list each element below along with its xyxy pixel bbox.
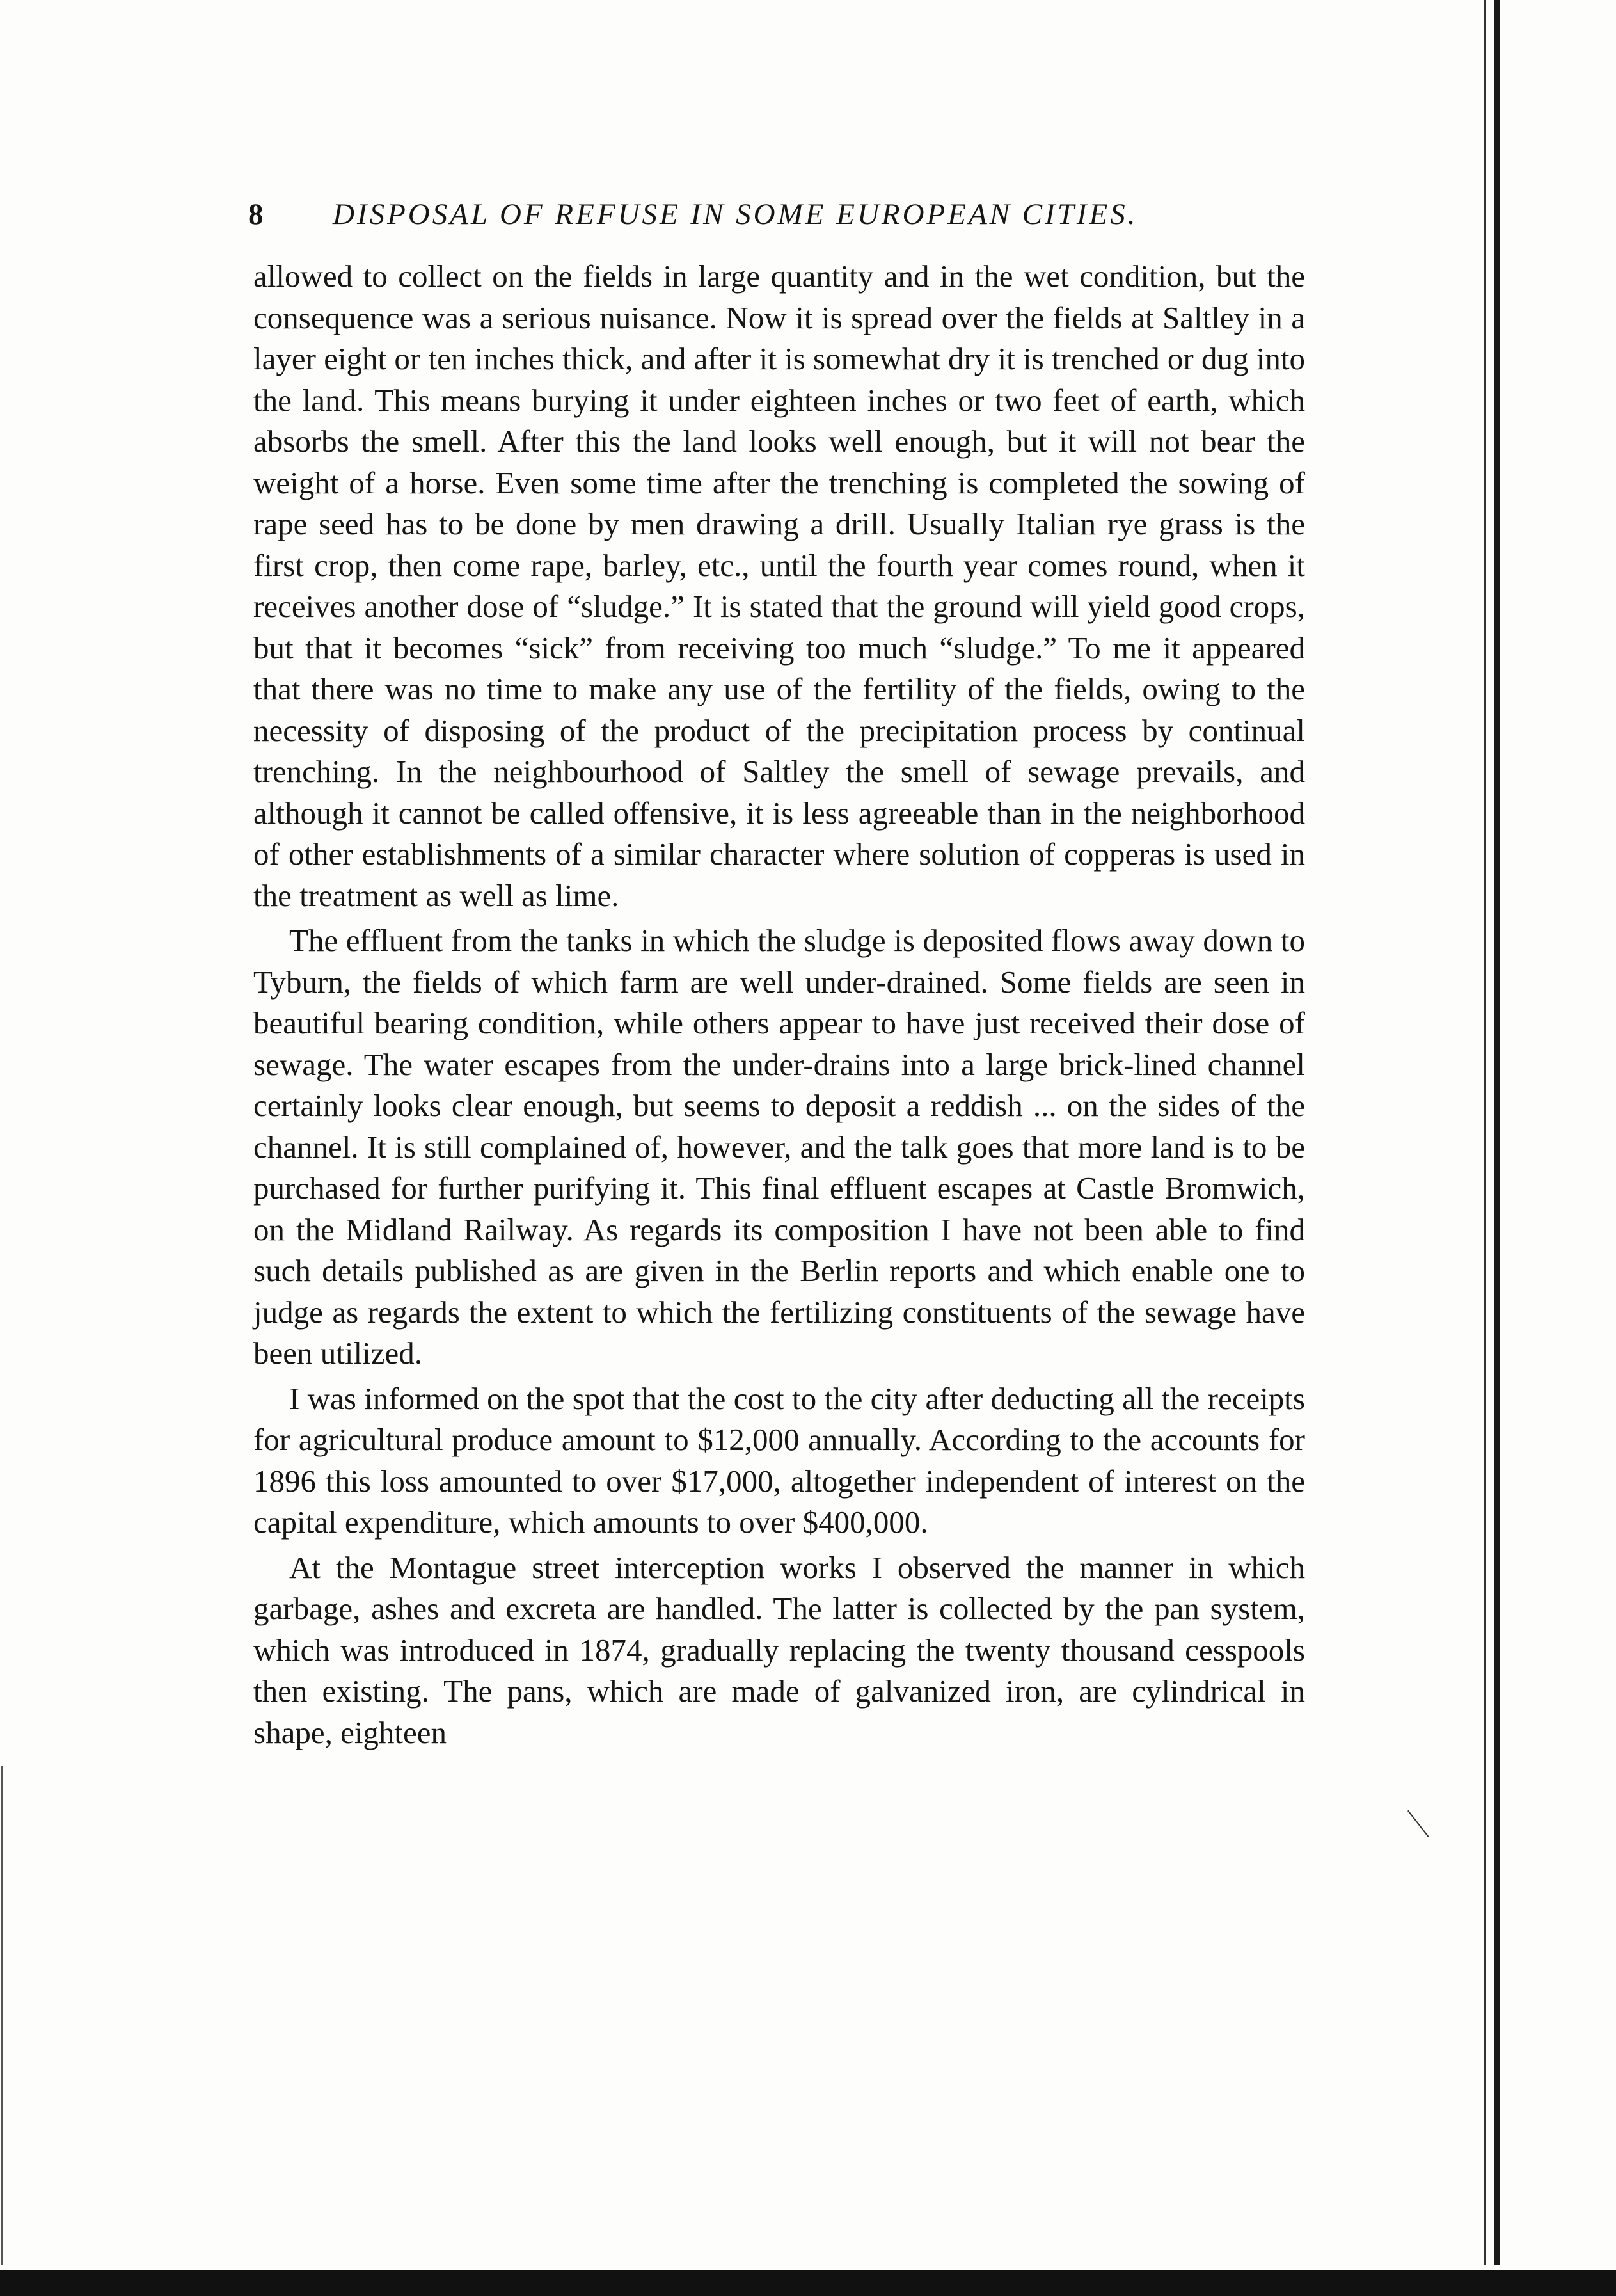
paragraph: At the Montague street interception works I observed the manner in which garbage, ashes and excreta are handled. The latter is collected by the pan system, which was introduced in 1874, gradually replacing the twenty thousand cesspools then existing. The pans, which are made of galvanized iron, are cylindrical in shape, eighteen bbox=[253, 1549, 1305, 1750]
scan-edge-shadow bbox=[1494, 0, 1500, 2265]
body-text bbox=[253, 256, 1305, 1753]
running-head bbox=[248, 192, 1310, 237]
page-number: 8 bbox=[248, 198, 264, 231]
paragraph: I was informed on the spot that the cost to the city after deducting all the receipts for agricultural produce amount to $12,000 annually. According to the accounts for 1896 this loss amounted to over $17,000, altogether independent of interest on the capital expenditure, which amounts to over $400,000. bbox=[253, 1380, 1305, 1540]
scan-left-edge-line bbox=[1, 1766, 3, 2265]
paragraph: The effluent from the tanks in which the sludge is deposited flows away down to Tyburn, the fields of which farm are well under-drained. Some fields are seen in beautiful bearing condition, while others appear to have just received their dose of sewage. The water escapes from the under-drains into a large brick-lined channel certainly looks clear enough, but seems to deposit a reddish ... on the sides of the channel. It is still complained of, however, and the talk goes that more land is to be purchased for further purifying it. This final effluent escapes at Castle Bromwich, on the Midland Railway. As regards its composition I have not been able to find such details published as are given in the Berlin reports and which enable one to judge as regards the extent to which the fertilizing constituents of the sewage have been utilized. bbox=[253, 923, 1305, 1371]
paragraph: allowed to collect on the fields in large quantity and in the wet condition, but the consequence was a serious nuisance. Now it is spread over the fields at Saltley in a layer eight or ten inches thick, and after it is somewhat dry it is trenched or dug into the land. This means burying it under eighteen inches or two feet of earth, which absorbs the smell. After this the land looks well enough, but it will not bear the weight of a horse. Even some time after the trenching is completed the sowing of rape seed has to be done by men drawing a drill. Usually Italian rye grass is the first crop, then come rape, barley, etc., until the fourth year comes round, when it receives another dose of “sludge.” It is stated that the ground will yield good crops, but that it becomes “sick” from receiving too much “sludge.” To me it appeared that there was no time to make any use of the fertility of the fields, owing to the necessity of disposing of the product of the precipitation process by continual trenching. In the neighbourhood of Saltley the smell of sewage prevails, and although it cannot be called offensive, it is less agreeable than in the neighborhood of other establishments of a similar character where solution of copperas is used in the treatment as well as lime. bbox=[253, 259, 1305, 913]
stray-pen-mark bbox=[1407, 1810, 1429, 1837]
scan-edge-line bbox=[1484, 0, 1486, 2265]
scan-bottom-edge bbox=[0, 2270, 1616, 2296]
running-title: DISPOSAL OF REFUSE IN SOME EUROPEAN CITIES. bbox=[333, 198, 1138, 231]
